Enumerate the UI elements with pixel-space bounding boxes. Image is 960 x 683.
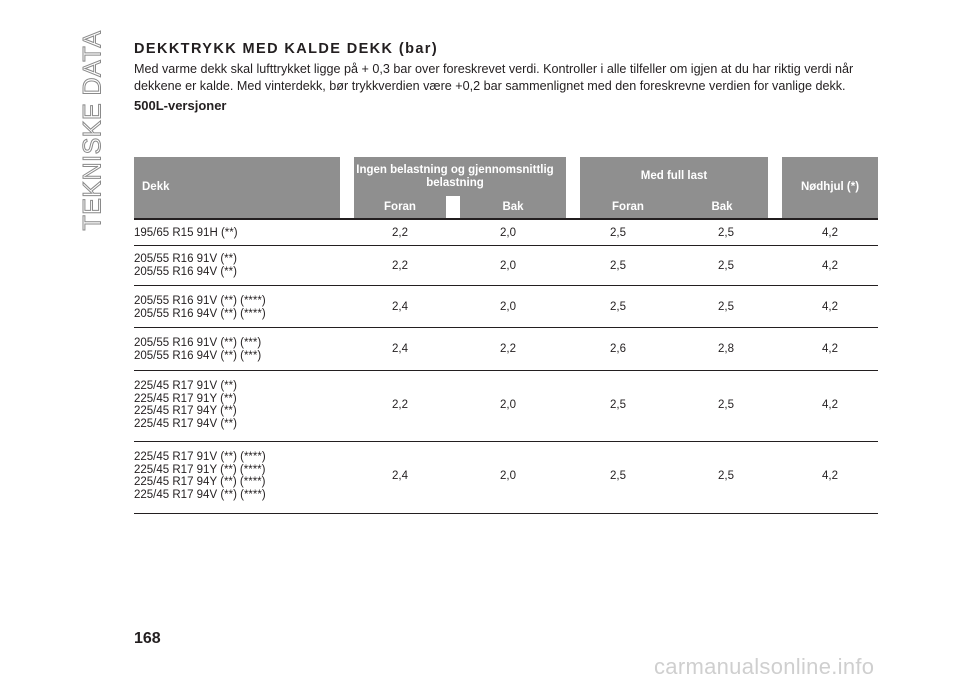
- header-separator: [566, 157, 580, 218]
- header-spare-wheel: Nødhjul (*): [800, 181, 860, 193]
- value-normal-rear: 2,0: [500, 227, 516, 239]
- value-normal-front: 2,2: [392, 399, 408, 411]
- value-normal-rear: 2,0: [500, 301, 516, 313]
- section-side-tab: [78, 29, 108, 231]
- value-full-rear: 2,5: [718, 227, 734, 239]
- tire-size: 205/55 R16 91V (**) (****) 205/55 R16 94V (**) (****): [134, 295, 266, 320]
- intro-paragraph: Med varme dekk skal lufttrykket ligge på + 0,3 bar over foreskrevet verdi. Kontroller i alle tilfeller om igjen at du har riktig verdi når dekkene er kalde. Med vinterdekk, bør trykkverdien være +0,2 bar sammenlignet med den foreskrevne verdien for vanlige dekk.: [134, 62, 854, 93]
- value-spare: 4,2: [822, 260, 838, 272]
- tire-size: 195/65 R15 91H (**): [134, 227, 238, 239]
- value-normal-front: 2,4: [392, 343, 408, 355]
- header-normal-load: Ingen belastning og gjennomsnittlig belastning: [356, 163, 554, 189]
- value-spare: 4,2: [822, 399, 838, 411]
- value-normal-rear: 2,0: [500, 260, 516, 272]
- value-full-front: 2,5: [610, 470, 626, 482]
- table-row: [134, 328, 878, 371]
- table-row: [134, 442, 878, 514]
- value-full-front: 2,5: [610, 260, 626, 272]
- value-spare: 4,2: [822, 227, 838, 239]
- value-normal-front: 2,2: [392, 260, 408, 272]
- value-normal-front: 2,4: [392, 301, 408, 313]
- value-normal-front: 2,2: [392, 227, 408, 239]
- tire-size: 225/45 R17 91V (**) (****) 225/45 R17 91Y (**) (****) 225/45 R17 94Y (**) (****) 225/45 R17 94V (**) (****): [134, 451, 266, 501]
- intro-section: [134, 40, 878, 114]
- source-watermark: carmanualsonline.info: [654, 654, 875, 679]
- header-separator: [340, 157, 354, 218]
- value-spare: 4,2: [822, 343, 838, 355]
- table-row: [134, 286, 878, 328]
- value-normal-front: 2,4: [392, 470, 408, 482]
- section-side-tab-label: TEKNISKE DATA: [78, 29, 107, 231]
- value-full-rear: 2,5: [718, 301, 734, 313]
- tire-size: 225/45 R17 91V (**) 225/45 R17 91Y (**) 225/45 R17 94Y (**) 225/45 R17 94V (**): [134, 380, 237, 430]
- version-subtitle: 500L-versjoner: [134, 98, 227, 113]
- value-full-front: 2,5: [610, 227, 626, 239]
- header-dekk: Dekk: [142, 181, 170, 193]
- header-separator: [768, 157, 782, 218]
- value-full-front: 2,6: [610, 343, 626, 355]
- value-normal-rear: 2,0: [500, 470, 516, 482]
- value-normal-rear: 2,0: [500, 399, 516, 411]
- value-full-front: 2,5: [610, 301, 626, 313]
- table-header: [134, 157, 878, 220]
- value-spare: 4,2: [822, 470, 838, 482]
- header-separator: [446, 196, 460, 218]
- tire-size: 205/55 R16 91V (**) (***) 205/55 R16 94V (**) (***): [134, 337, 262, 362]
- value-normal-rear: 2,2: [500, 343, 516, 355]
- value-spare: 4,2: [822, 301, 838, 313]
- value-full-front: 2,5: [610, 399, 626, 411]
- header-normal-front: Foran: [384, 200, 416, 213]
- value-full-rear: 2,5: [718, 470, 734, 482]
- header-full-rear: Bak: [711, 200, 733, 213]
- table-row: [134, 371, 878, 442]
- value-full-rear: 2,8: [718, 343, 734, 355]
- value-full-rear: 2,5: [718, 260, 734, 272]
- page-number: 168: [134, 630, 161, 647]
- table-row: [134, 220, 878, 246]
- header-full-front: Foran: [612, 200, 644, 213]
- tire-size: 205/55 R16 91V (**) 205/55 R16 94V (**): [134, 253, 237, 278]
- tire-pressure-table: [134, 157, 878, 514]
- value-full-rear: 2,5: [718, 399, 734, 411]
- header-normal-rear: Bak: [502, 200, 524, 213]
- header-full-load: Med full last: [640, 170, 708, 182]
- table-row: [134, 246, 878, 286]
- page-heading: DEKKTRYKK MED KALDE DEKK (bar): [134, 41, 439, 57]
